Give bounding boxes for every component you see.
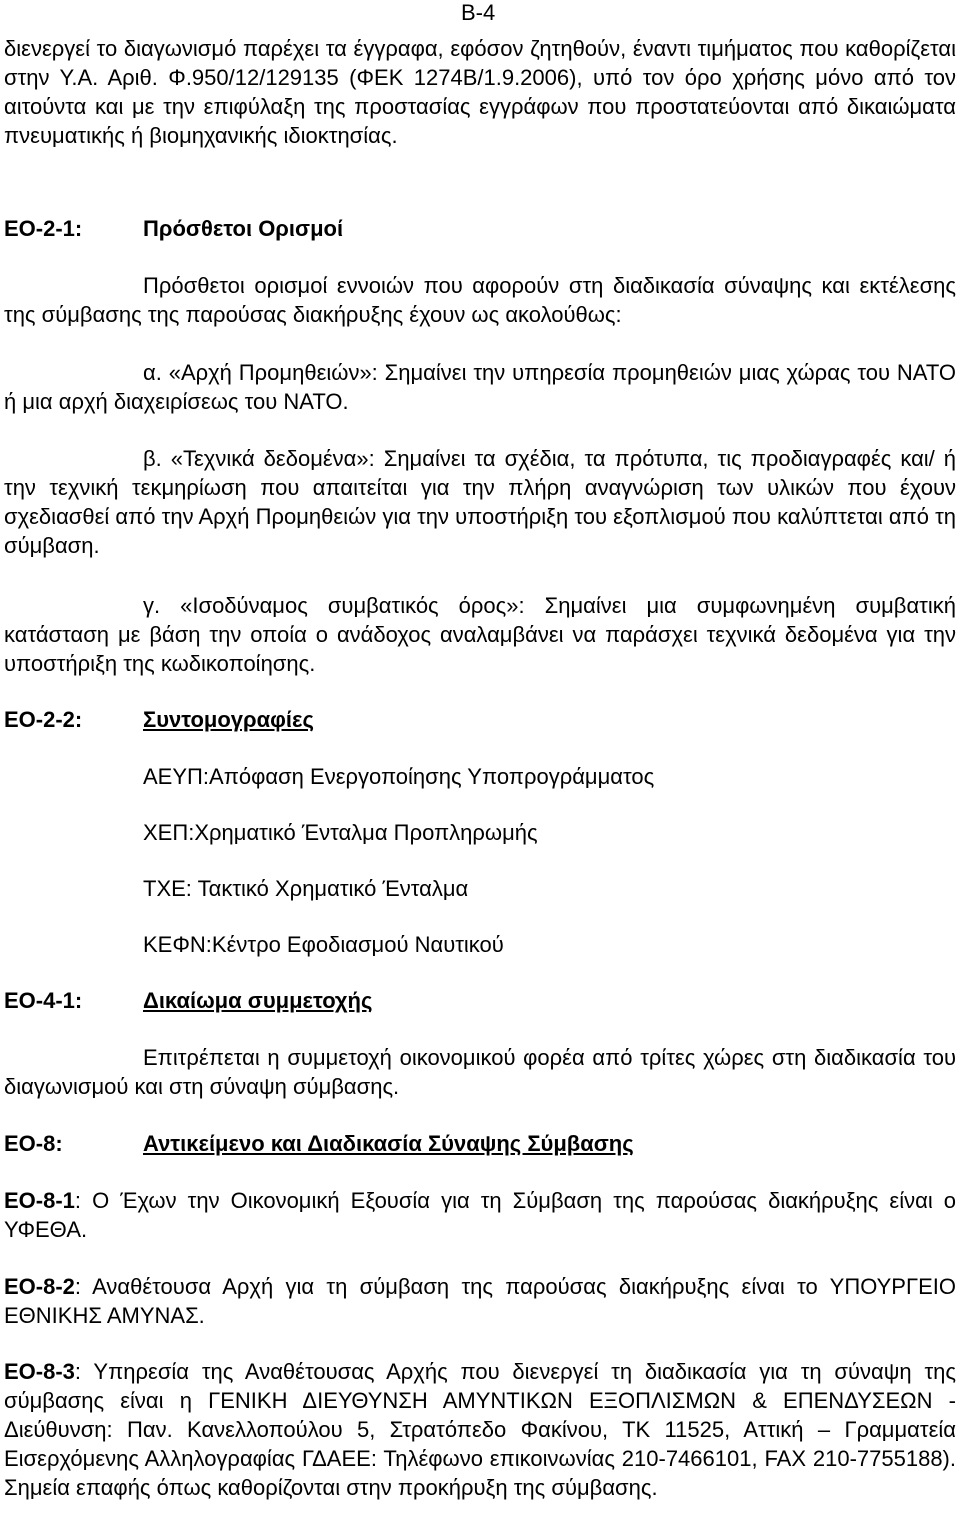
abbreviation-item: ΚΕΦΝ:Κέντρο Εφοδιασμού Ναυτικού bbox=[143, 932, 504, 957]
section-eo-2-1-heading bbox=[4, 214, 343, 243]
page-number: B-4 bbox=[461, 0, 496, 25]
section-eo-4-1-heading bbox=[4, 986, 372, 1015]
abbreviation-item: ΑΕΥΠ:Απόφαση Ενεργοποίησης Υποπρογράμματος bbox=[143, 764, 655, 789]
section-text: : Υπηρεσία της Αναθέτουσας Αρχής που διενεργεί τη διαδικασία για τη σύναψη της σύμβασης είναι η ΓΕΝΙΚΗ ΔΙΕΥΘΥΝΣΗ ΑΜΥΝΤΙΚΩΝ ΕΞΟΠΛΙΣΜΩΝ & ΕΠΕΝΔΥΣΕΩΝ - Διεύθυνση: Παν. Κανελλοπούλου 5, Στρατόπεδο Φακίνου, ΤΚ 11525, Αττική – Γραμματεία Εισερχόμενης Αλληλογραφίας ΓΔΑΕΕ: Τηλέφωνο επικοινωνίας 210-7466101, FAX 210-7755188). Σημεία επαφής όπως καθορίζονται στην προκήρυξη της σύμβασης. bbox=[4, 1359, 956, 1500]
section-eo-8-1 bbox=[4, 1186, 956, 1244]
section-code: ΕΟ-2-1: bbox=[4, 216, 83, 241]
abbreviation-item: ΤΧΕ: Τακτικό Χρηματικό Ένταλμα bbox=[143, 876, 469, 901]
section-eo-8-2 bbox=[4, 1272, 956, 1330]
section-code: ΕΟ-8-3 bbox=[4, 1359, 75, 1384]
section-eo-8-heading bbox=[4, 1129, 634, 1158]
section-title: Αντικείμενο και Διαδικασία Σύναψης Σύμβασης bbox=[143, 1131, 634, 1156]
eo-2-1-intro: Πρόσθετοι ορισμοί εννοιών που αφορούν στη διαδικασία σύναψης και εκτέλεσης της σύμβασης της παρούσας διακήρυξης έχουν ως ακολούθως: bbox=[4, 273, 956, 327]
section-title: Δικαίωμα συμμετοχής bbox=[143, 988, 373, 1013]
section-code: ΕΟ-8: bbox=[4, 1131, 63, 1156]
section-code: ΕΟ-4-1: bbox=[4, 988, 83, 1013]
section-code: ΕΟ-2-2: bbox=[4, 707, 83, 732]
section-code: ΕΟ-8-2 bbox=[4, 1274, 75, 1299]
definition-a: α. «Αρχή Προμηθειών»: Σημαίνει την υπηρεσία προμηθειών μιας χώρας του ΝΑΤΟ ή μια αρχή διαχειρίσεως του ΝΑΤΟ. bbox=[4, 360, 956, 414]
section-title: Συντομογραφίες bbox=[143, 707, 314, 732]
section-eo-2-2-heading bbox=[4, 705, 314, 734]
section-title: Πρόσθετοι Ορισμοί bbox=[143, 216, 344, 241]
section-text: : Αναθέτουσα Αρχή για τη σύμβαση της παρούσας διακήρυξης είναι το ΥΠΟΥΡΓΕΙΟ ΕΘΝΙΚΗΣ ΑΜΥΝΑΣ. bbox=[4, 1274, 956, 1328]
abbreviation-item: ΧΕΠ:Χρηματικό Ένταλμα Προπληρωμής bbox=[143, 820, 538, 845]
intro-paragraph: διενεργεί το διαγωνισμό παρέχει τα έγγραφα, εφόσον ζητηθούν, έναντι τιμήματος που καθορίζεται στην Υ.Α. Αριθ. Φ.950/12/129135 (ΦΕΚ 1274Β/1.9.2006), υπό τον όρο χρήσης μόνο από τον αιτούντα και με την επιφύλαξη της προστασίας εγγράφων που προστατεύονται από δικαιώματα πνευματικής ή βιομηχανικής ιδιοκτησίας. bbox=[4, 36, 956, 148]
definition-b: β. «Τεχνικά δεδομένα»: Σημαίνει τα σχέδια, τα πρότυπα, τις προδιαγραφές και/ ή την τεχνική τεκμηρίωση που απαιτείται για την πλήρη αναγνώριση των υλικών που έχουν σχεδιασθεί από την Αρχή Προμηθειών για την υποστήριξη του εξοπλισμού που καλύπτεται από τη σύμβαση. bbox=[4, 446, 956, 558]
section-code: ΕΟ-8-1 bbox=[4, 1188, 75, 1213]
section-eo-8-3 bbox=[4, 1357, 956, 1502]
section-text: : Ο Έχων την Οικονομική Εξουσία για τη Σύμβαση της παρούσας διακήρυξης είναι ο ΥΦΕΘΑ. bbox=[4, 1188, 956, 1242]
definition-c: γ. «Ισοδύναμος συμβατικός όρος»: Σημαίνει μια συμφωνημένη συμβατική κατάσταση με βάση την οποία ο ανάδοχος αναλαμβάνει να παράσχει τεχνικά δεδομένα για την υποστήριξη της κωδικοποίησης. bbox=[4, 593, 956, 676]
eo-4-1-text: Επιτρέπεται η συμμετοχή οικονομικού φορέα από τρίτες χώρες στη διαδικασία του διαγωνισμού και στη σύναψη σύμβασης. bbox=[4, 1045, 956, 1099]
